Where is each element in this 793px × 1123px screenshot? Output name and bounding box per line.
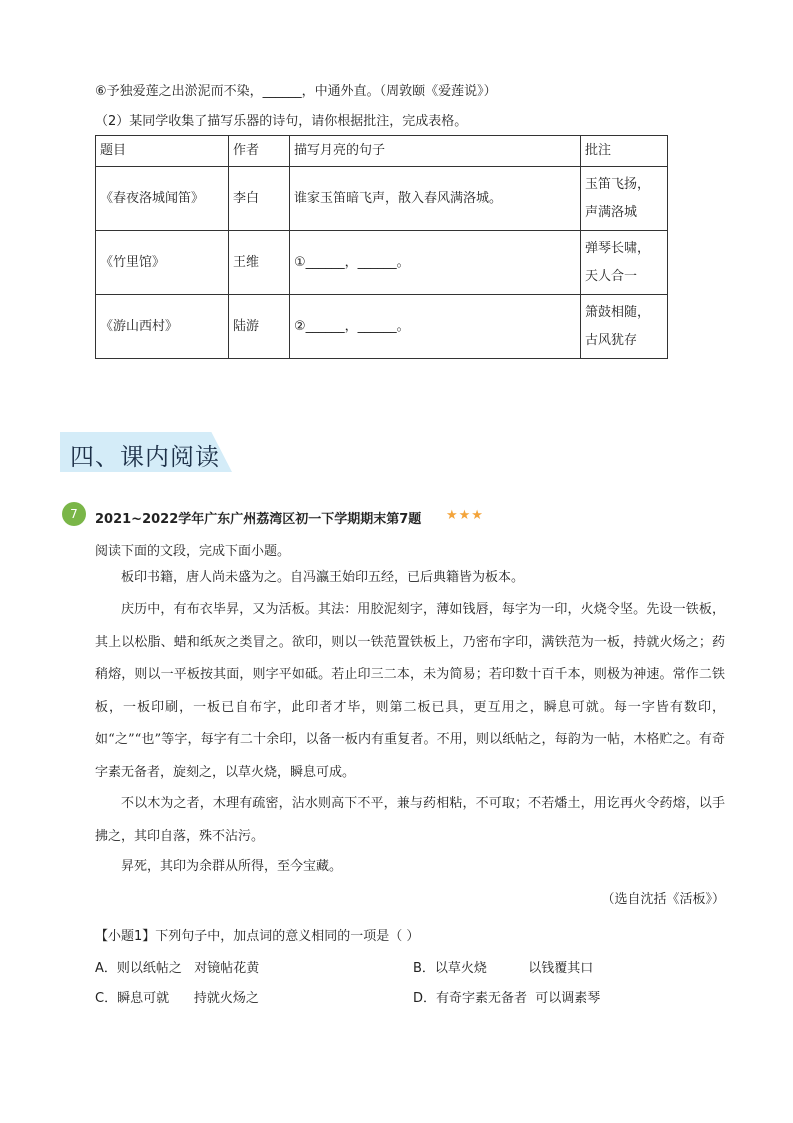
cell-sentence: ①______，______。 bbox=[290, 231, 581, 295]
cell-sentence: 谁家玉笛暗飞声，散入春风满洛城。 bbox=[290, 167, 581, 231]
note-line-2: 古风犹存 bbox=[585, 332, 638, 348]
section-title: 四、课内阅读 bbox=[70, 443, 220, 471]
header-author: 作者 bbox=[229, 136, 290, 167]
header-sentence: 描写月亮的句子 bbox=[290, 136, 581, 167]
question-6-line: ⑥予独爱莲之出淤泥而不染，______，中通外直。（周敦颐《爱莲说》） bbox=[95, 84, 497, 99]
passage-attribution: （选自沈括《活板》） bbox=[601, 892, 725, 907]
cell-author: 李白 bbox=[229, 167, 290, 231]
option-c: C．瞬息可就 持就火炀之 bbox=[95, 991, 259, 1006]
passage-paragraph-1: 板印书籍，唐人尚未盛为之。自冯瀛王始印五经，已后典籍皆为板本。 bbox=[121, 570, 525, 585]
note-line-2: 天人合一 bbox=[585, 268, 638, 284]
question-number-badge: 7 bbox=[62, 502, 86, 526]
header-note: 批注 bbox=[581, 136, 668, 167]
table-row bbox=[96, 295, 668, 359]
cell-note bbox=[581, 231, 668, 295]
cell-note bbox=[581, 295, 668, 359]
subquestion-1: 【小题1】下列句子中，加点词的意义相同的一项是（ ） bbox=[95, 929, 420, 944]
option-d: D．有奇字素无备者 可以调素琴 bbox=[413, 991, 601, 1006]
cell-title: 《游山西村》 bbox=[96, 295, 229, 359]
cell-title: 《春夜洛城闻笛》 bbox=[96, 167, 229, 231]
cell-sentence: ②______，______。 bbox=[290, 295, 581, 359]
cell-title: 《竹里馆》 bbox=[96, 231, 229, 295]
question-source: 2021~2022学年广东广州荔湾区初一下学期期末第7题 bbox=[95, 512, 422, 527]
note-line-1: 玉笛飞扬， bbox=[585, 176, 651, 192]
passage-paragraph-4: 昇死，其印为余群从所得，至今宝藏。 bbox=[121, 859, 343, 874]
header-title: 题目 bbox=[96, 136, 229, 167]
table-row bbox=[96, 231, 668, 295]
difficulty-stars: ★★★ bbox=[446, 508, 484, 523]
note-line-1: 弹琴长啸， bbox=[585, 240, 651, 256]
option-b: B．以草火烧 以钱覆其口 bbox=[413, 961, 594, 976]
cell-author: 陆游 bbox=[229, 295, 290, 359]
option-a: A．则以纸帖之 对镜帖花黄 bbox=[95, 961, 260, 976]
poem-table bbox=[95, 135, 668, 359]
question-2-line: （2）某同学收集了描写乐器的诗句，请你根据批注，完成表格。 bbox=[95, 114, 468, 129]
reading-instruction: 阅读下面的文段，完成下面小题。 bbox=[95, 544, 291, 559]
table-row bbox=[96, 167, 668, 231]
note-line-2: 声满洛城 bbox=[585, 204, 638, 220]
note-line-1: 箫鼓相随， bbox=[585, 304, 651, 320]
table-header-row bbox=[96, 136, 668, 167]
cell-author: 王维 bbox=[229, 231, 290, 295]
passage-paragraph-3: 不以木为之者，木理有疏密，沾水则高下不平，兼与药相粘，不可取；不若燔土，用讫再火令药熔，以手拂之，其印自落，殊不沾污。 bbox=[95, 796, 725, 844]
cell-note bbox=[581, 167, 668, 231]
passage-paragraph-2: 庆历中，有布衣毕昇，又为活板。其法：用胶泥刻字，薄如钱唇，每字为一印，火烧令坚。先设一铁板，其上以松脂、蜡和纸灰之类冒之。欲印，则以一铁范置铁板上，乃密布字印，满铁范为一板，持就火炀之；药稍熔，则以一平板按其面，则字平如砥。若止印三二本，未为简易；若印数十百千本，则极为神速。常作二铁板，一板印刷，一板已自布字，此印者才毕，则第二板已具，更互用之，瞬息可就。每一字皆有数印，如“之”“也”等字，每字有二十余印，以备一板内有重复者。不用，则以纸帖之，每韵为一帖，木格贮之。有奇字素无备者，旋刻之，以草火烧，瞬息可成。 bbox=[95, 602, 725, 780]
